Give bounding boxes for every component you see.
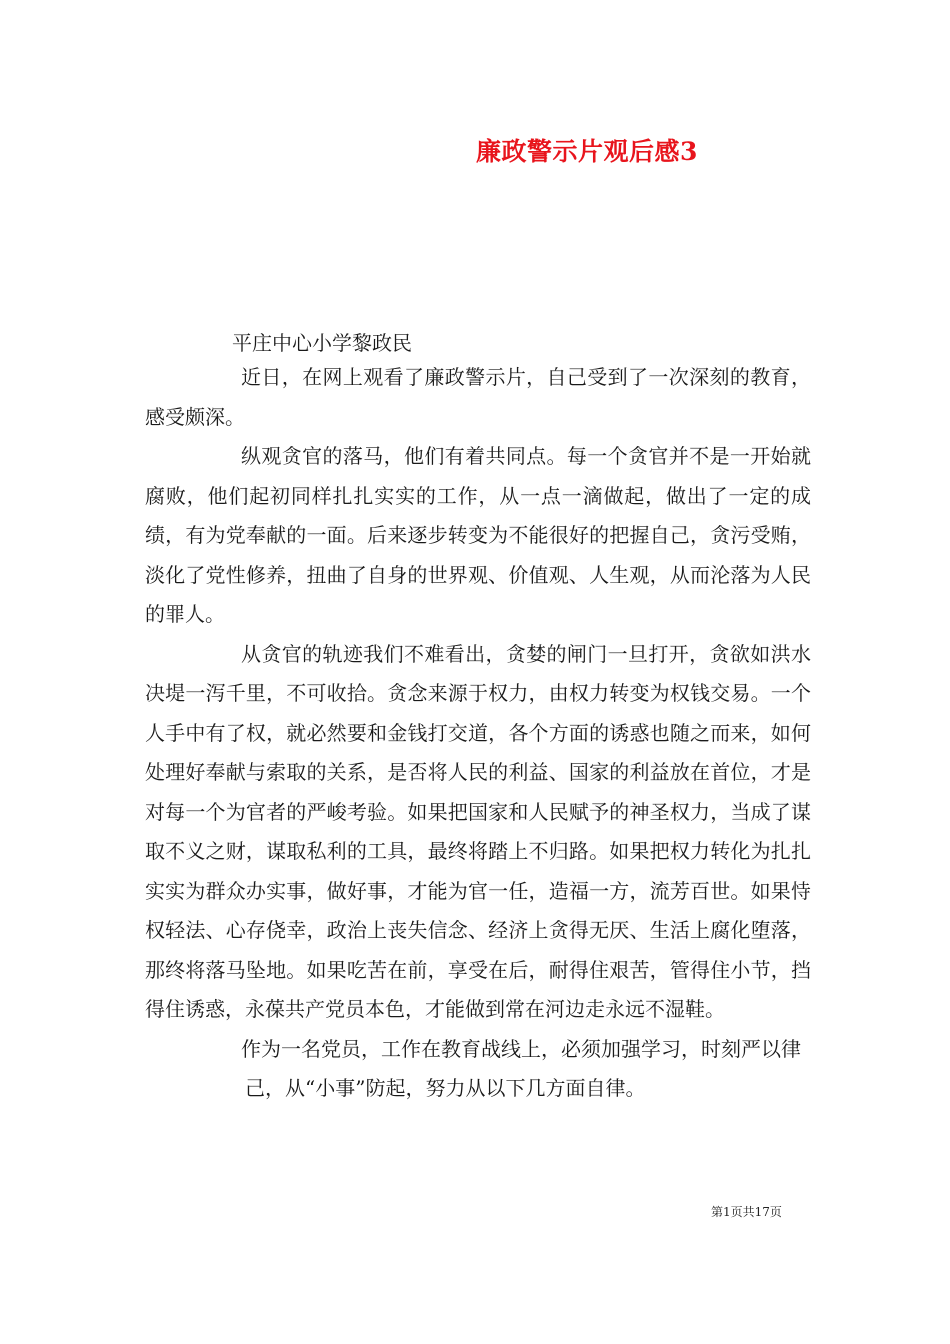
paragraph-2: 纵观贪官的落马，他们有着共同点。每一个贪官并不是一开始就腐败，他们起初同样扎扎实实的工作，从一点一滴做起，做出了一定的成绩，有为党奉献的一面。后来逐步转变为不能很好的把握自己，贪污受贿，淡化了党性修养，扭曲了自身的世界观、价值观、人生观，从而沦落为人民的罪人。	[145, 444, 811, 626]
paragraph-5: 己，从“小事”防起，努力从以下几方面自律。	[245, 1076, 646, 1100]
document-body	[145, 358, 811, 1109]
author-line: 平庄中心小学黎政民	[232, 331, 412, 355]
paragraph-1: 近日，在网上观看了廉政警示片，自己受到了一次深刻的教育，感受颇深。	[145, 365, 811, 429]
document-title: 廉政警示片观后感3	[476, 137, 698, 166]
paragraph-4: 作为一名党员，工作在教育战线上，必须加强学习，时刻严以律	[241, 1036, 801, 1061]
page-number: 第1页共17页	[711, 1205, 782, 1219]
paragraph-3: 从贪官的轨迹我们不难看出，贪婪的闸门一旦打开，贪欲如洪水决堤一泻千里，不可收拾。贪念来源于权力，由权力转变为权钱交易。一个人手中有了权，就必然要和金钱打交道，各个方面的诱惑也随之而来，如何处理好奉献与索取的关系，是否将人民的利益、国家的利益放在首位，才是对每一个为官者的严峻考验。如果把国家和人民赋予的神圣权力，当成了谋取不义之财，谋取私利的工具，最终将踏上不归路。如果把权力转化为扎扎实实为群众办实事，做好事，才能为官一任，造福一方，流芳百世。如果恃权轻法、心存侥幸，政治上丧失信念、经济上贪得无厌、生活上腐化堕落，那终将落马坠地。如果吃苦在前，享受在后，耐得住艰苦，管得住小节，挡得住诱惑，永葆共产党员本色，才能做到常在河边走永远不湿鞋。	[145, 641, 811, 1021]
